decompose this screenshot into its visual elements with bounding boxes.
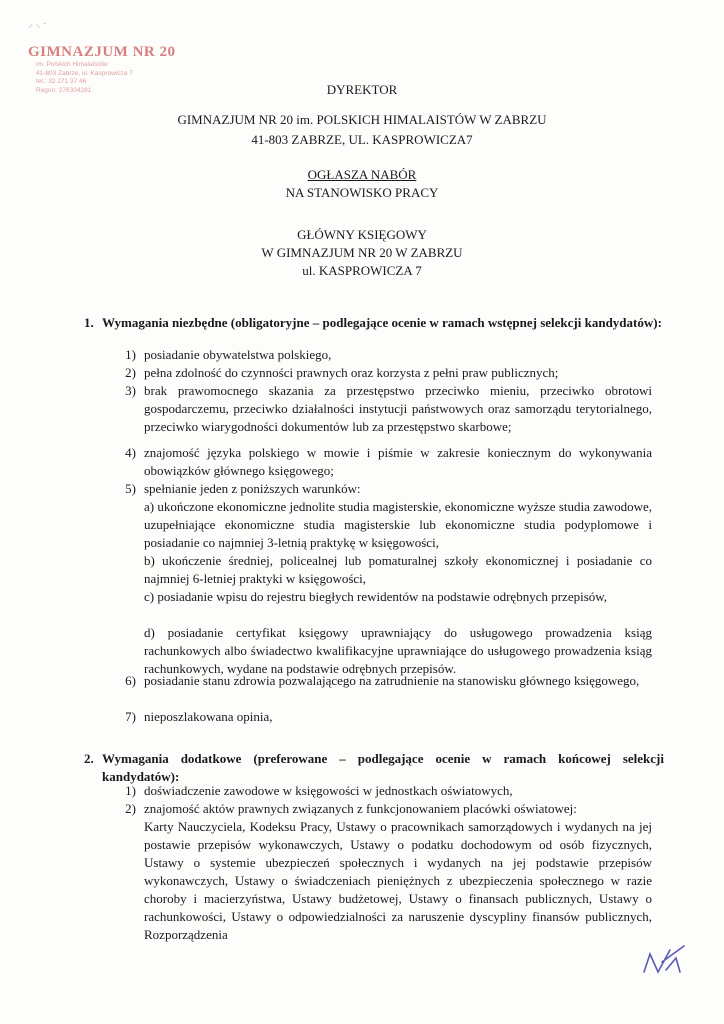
list-item-text: posiadanie obywatelstwa polskiego, [144,347,332,362]
section-2-number: 2. [84,751,94,766]
list-item [104,782,652,800]
list-item [104,708,652,726]
header-position-label: NA STANOWISKO PRACY [285,185,439,200]
list-item [104,346,652,364]
condition-d: d) posiadanie certyfikat księgowy uprawniający do usługowego prowadzenia ksiąg rachunkowych albo świadectwo kwalifikacyjne uprawniające do usługowego prowadzenia ksiąg rachunkowych, wydane na podstawie odrębnych przepisów. [144,625,652,676]
list-item-text: nieposzlakowana opinia, [144,709,273,724]
list-item-number: 7) [125,709,136,724]
list-item-text: pełna zdolność do czynności prawnych oraz korzysta z pełni praw publicznych; [144,365,559,380]
condition-c: c) posiadanie wpisu do rejestru biegłych rewidentów na podstawie odrębnych przepisów, [144,589,608,604]
section-2-heading: Wymagania dodatkowe (preferowane – podlegające ocenie w ramach końcowej selekcji kandydatów): [102,751,664,784]
section-1-number: 1. [84,315,94,330]
list-item-number: 5) [125,481,136,496]
list-item [104,480,652,498]
list-item-text: znajomość aktów prawnych związanych z funkcjonowaniem placówki oświatowej: [144,801,577,816]
condition-b: b) ukończenie średniej, policealnej lub pomaturalnej szkoły ekonomicznej i posiadanie co najmniej 6-letniej praktyki w księgowości, [144,553,652,586]
legal-acts-paragraph: Karty Nauczyciela, Kodeksu Pracy, Ustawy o pracownikach samorządowych i wydanych na jej postawie przepisów wykonawczych, Ustawy o podatku dochodowym od osób fizycznych, Ustawy o systemie ubezpieczeń społecznych i wydanych na jej podstawie przepisów wykonawczych, Ustawy o świadczeniach pieniężnych z ubezpieczenia społecznego w razie choroby i macierzyństwa, Ustawy budżetowej, Ustawy o finansach publicznych, Ustawy o rachunkowości, Ustawy o odpowiedzialności za naruszenie dyscypliny finansów publicznych, Rozporządzenia [144,819,652,942]
stamp-line: tel.: 32 271 37 46 [36,78,87,85]
list-item-text: spełnianie jeden z poniższych warunków: [144,481,361,496]
list-item-text: brak prawomocnego skazania za przestępstwo przeciwko mieniu, przeciwko obrotowi gospodarczemu, przeciwko działalności instytucji państwowych oraz samorządu terytorialnego, przeciwko wiarygodności dokumentów lub za przestępstwo skarbowe; [144,383,652,434]
list-item [104,800,652,818]
stamp-line: 41-803 Zabrze, ul. Kasprowicza 7 [36,69,133,77]
header-announces: OGŁASZA NABÓR [307,167,417,182]
signature-icon [640,942,690,976]
stamp-title: GIMNAZJUM NR 20 [28,44,176,60]
list-item-number: 1) [125,347,136,362]
header-address: 41-803 ZABRZE, UL. KASPROWICZA7 [251,132,473,147]
list-item-number: 3) [125,383,136,398]
list-item-text: znajomość języka polskiego w mowie i piśmie w zakresie koniecznym do wykonywania obowiązków głównego księgowego; [144,445,652,478]
list-item [104,444,652,480]
stamp-line: im. Polskich Himalaistów [36,61,108,68]
list-item-text: doświadczenie zawodowe w księgowości w jednostkach oświatowych, [144,783,513,798]
list-item-number: 4) [125,445,136,460]
list-item-number: 6) [125,673,136,688]
list-item-number: 2) [125,365,136,380]
list-item [104,364,652,382]
condition-a: a) ukończone ekonomiczne jednolite studia magisterskie, ekonomiczne wyższe studia zawodowe, uzupełniające ekonomiczne studia magisterskie lub ekonomiczne studia podyplomowe i posiadanie co najmniej 3-letnią praktykę w księgowości, [144,499,652,550]
list-item-number: 1) [125,783,136,798]
header-position-street: ul. KASPROWICZA 7 [302,263,422,278]
list-item [104,672,652,690]
section-1-heading: Wymagania niezbędne (obligatoryjne – podlegające ocenie w ramach wstępnej selekcji kandydatów): [102,315,662,330]
list-item-text: posiadanie stanu zdrowia pozwalającego na zatrudnienie na stanowisku głównego księgowego, [144,673,640,688]
corner-scribble: ⸝ ⸜ · [28,19,47,30]
header-director: DYREKTOR [326,82,398,97]
header-position-title: GŁÓWNY KSIĘGOWY [297,227,427,242]
stamp-line: Regon: 276304281 [36,86,92,94]
section-1-title [84,314,664,332]
header-school-name: GIMNAZJUM NR 20 im. POLSKICH HIMALAISTÓW W ZABRZU [177,112,547,127]
section-2-title [84,750,664,786]
signature-initials [640,942,690,981]
list-item-number: 2) [125,801,136,816]
header-position-school: W GIMNAZJUM NR 20 W ZABRZU [261,245,463,260]
list-item [104,382,652,436]
